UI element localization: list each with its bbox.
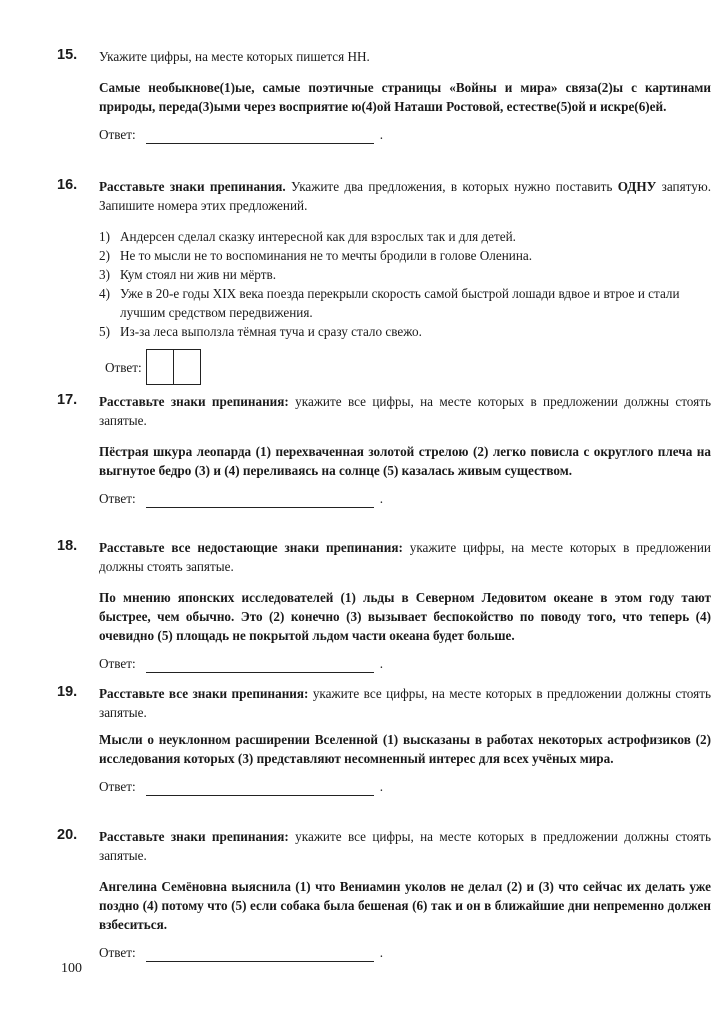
task-number: 15. [57, 47, 78, 63]
answer-line[interactable] [146, 129, 374, 144]
answer-label: Ответ: [99, 945, 136, 960]
task-instruction: Расставьте знаки препинания. Укажите два предложения, в которых нужно поставить ОДНУ запятую. Запишите номера этих предложений. [99, 179, 711, 213]
option-item: 2) Не то мысли не то воспоминания не то мечты бродили в голове Оленина. [99, 248, 533, 263]
answer-boxes[interactable] [105, 349, 711, 385]
task-text: По мнению японских исследователей (1) льды в Северном Ледовитом океане в этом году тают быстрее, чем обычно. Это (2) конечно (3) вызывает беспокойство по поводу того, что теперь (4) очевидно (5) площадь не покрытой льдом части океана будет больше. [99, 590, 711, 643]
answer-cell[interactable] [147, 350, 173, 384]
answer-field[interactable] [99, 489, 711, 508]
option-item: 3) Кум стоял ни жив ни мёртв. [99, 267, 277, 282]
answer-cell[interactable] [173, 350, 200, 384]
options-list [99, 227, 711, 341]
answer-line[interactable] [146, 947, 374, 962]
answer-line[interactable] [146, 781, 374, 796]
page-number: 100 [61, 961, 82, 976]
task-instruction: Расставьте все недостающие знаки препинания: укажите цифры, на месте которых в предложении должны стоять запятые. [99, 540, 711, 574]
task-number: 20. [57, 827, 78, 843]
answer-field[interactable] [99, 125, 711, 144]
task-number: 17. [57, 392, 78, 408]
option-item: 1) Андерсен сделал сказку интересной как для взрослых так и для детей. [99, 229, 516, 244]
answer-dot: . [379, 491, 384, 506]
answer-label: Ответ: [99, 491, 136, 506]
answer-label: Ответ: [99, 127, 136, 142]
answer-dot: . [379, 945, 384, 960]
answer-field[interactable] [99, 943, 711, 962]
task-text: Самые необыкнове(1)ые, самые поэтичные страницы «Войны и мира» связа(2)ы с картинами природы, переда(3)ыми через восприятие ю(4)ой Наташи Ростовой, естестве(5)ой и искре(6)ей. [99, 80, 711, 114]
task-text: Ангелина Семёновна выяснила (1) что Вениамин уколов не делал (2) и (3) что сейчас их делать уже поздно (4) потому что (5) если собака была бешеная (6) так и он в ближайшие дни непременно должен взбеситься. [99, 879, 711, 932]
answer-dot: . [379, 656, 384, 671]
answer-dot: . [379, 779, 384, 794]
answer-label: Ответ: [105, 359, 142, 375]
answer-line[interactable] [146, 658, 374, 673]
answer-dot: . [379, 127, 384, 142]
option-item: 5) Из-за леса выползла тёмная туча и сразу стало свежо. [99, 324, 422, 339]
task-number: 16. [57, 177, 78, 193]
task-instruction: Расставьте знаки препинания: укажите все цифры, на месте которых в предложении должны стоять запятые. [99, 829, 711, 863]
task-instruction: Расставьте все знаки препинания: укажите все цифры, на месте которых в предложении должны стоять запятые. [99, 686, 711, 720]
answer-line[interactable] [146, 493, 374, 508]
task-text: Мысли о неуклонном расширении Вселенной (1) высказаны в работах некоторых астрофизиков (2) исследования которых (3) представляют несомненный интерес для всех учёных мира. [99, 732, 711, 766]
answer-label: Ответ: [99, 656, 136, 671]
task-instruction: Укажите цифры, на месте которых пишется НН. [99, 49, 370, 64]
option-item: 4) Уже в 20-е годы XIX века поезда перекрыли скорость самой быстрой лошади вдвое и втрое и стали лучшим средством передвижения. [99, 286, 680, 320]
answer-label: Ответ: [99, 779, 136, 794]
task-number: 18. [57, 538, 78, 554]
task-text: Пёстрая шкура леопарда (1) перехваченная золотой стрелою (2) легко повисла с округлого плеча на выгнутое бедро (3) и (4) переливаясь на солнце (5) казалась живым существом. [99, 444, 711, 478]
answer-field[interactable] [99, 654, 711, 673]
answer-field[interactable] [99, 777, 711, 796]
task-instruction: Расставьте знаки препинания: укажите все цифры, на месте которых в предложении должны стоять запятые. [99, 394, 711, 428]
task-number: 19. [57, 684, 78, 700]
